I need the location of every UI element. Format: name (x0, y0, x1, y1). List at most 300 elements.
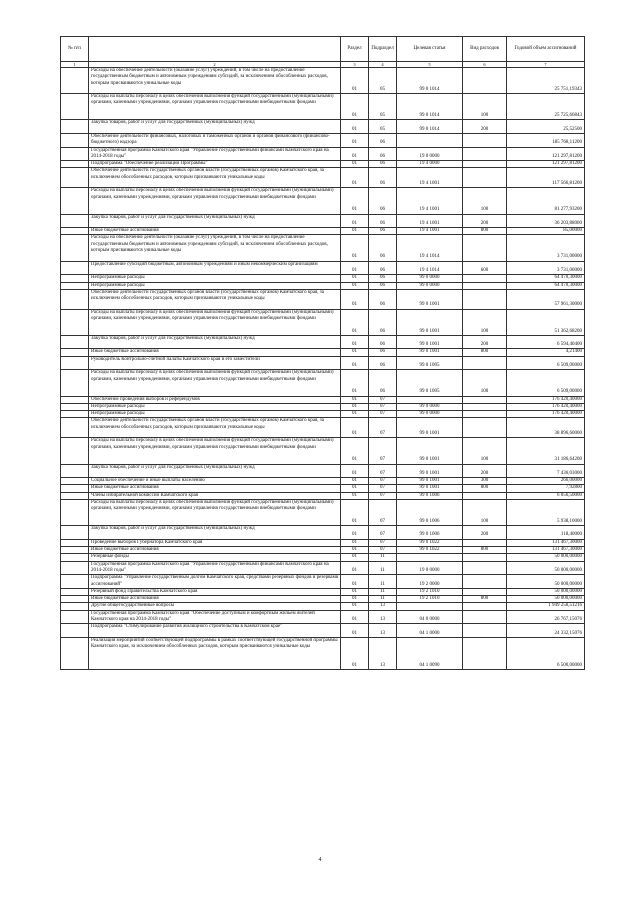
amount-cell: 64 470,30000 (507, 282, 585, 289)
subsection-cell: 06 (369, 289, 397, 309)
header-expense-type: Вид расходов (463, 37, 507, 62)
amount-cell: 185 768,11200 (507, 133, 585, 147)
subsection-cell: 06 (369, 133, 397, 147)
target-cell: 99 0 1005 (397, 356, 463, 370)
row-name-cell: Государственная программа Камчатского края "Управление государственными финансами Камчатского края на 2014-2018 годы" (89, 561, 341, 575)
target-cell: 99 0 1006 (397, 526, 463, 540)
table-row (61, 575, 585, 589)
num-cell (61, 464, 89, 478)
expense-type-cell (463, 168, 507, 188)
subsection-cell: 13 (369, 637, 397, 670)
table-row (61, 282, 585, 289)
subsection-cell: 07 (369, 539, 397, 546)
target-cell: 19 4 0000 (397, 161, 463, 168)
subsection-cell: 11 (369, 575, 397, 589)
num-cell (61, 492, 89, 499)
amount-cell: 1 949 258,51216 (507, 603, 585, 610)
subsection-cell: 07 (369, 485, 397, 492)
amount-cell: 38 896,60000 (507, 418, 585, 438)
row-name-cell: Расходы на обеспечение деятельности (оказание услуг) учреждений, в том числе на предоставление государственным бюджетным и автономным учреждениям субсидий, за исключением обособленных расходов, которым присваиваются уникальные коды (89, 68, 341, 94)
target-cell: 99 0 1005 (397, 370, 463, 396)
row-name-cell: Реализация мероприятий соответствующей подпрограммы в рамках соответствующей государственной программы Камчатского края, за исключением обособленных расходов, которым присваиваются уникальные коды (89, 637, 341, 670)
row-name-cell: Подпрограмма "Управление государственным долгом Камчатского края, средствами резервных фондов и резервами ассигнований" (89, 575, 341, 589)
row-name-cell: Обеспечение деятельности государственных органов власти (государственных органов) Камчатского края, за исключением обособленных расходов, которым присваиваются уникальные коды (89, 289, 341, 309)
num-cell (61, 120, 89, 134)
expense-type-cell: 800 (463, 547, 507, 554)
section-cell: 01 (341, 133, 369, 147)
section-cell: 01 (341, 275, 369, 282)
table-row (61, 596, 585, 603)
section-cell: 01 (341, 411, 369, 418)
expense-type-cell: 800 (463, 596, 507, 603)
header-amount: Годовой объем ассигнований (507, 37, 585, 62)
section-cell: 01 (341, 161, 369, 168)
header-name (89, 37, 341, 62)
subsection-cell: 07 (369, 396, 397, 403)
amount-cell: 131 467,30000 (507, 547, 585, 554)
row-name-cell: Иные бюджетные ассигнования (89, 485, 341, 492)
table-row (61, 349, 585, 356)
table-row (61, 554, 585, 561)
row-name-cell: Иные бюджетные ассигнования (89, 349, 341, 356)
expense-type-cell (463, 396, 507, 403)
subsection-cell: 06 (369, 309, 397, 335)
section-cell: 01 (341, 335, 369, 349)
section-cell: 01 (341, 478, 369, 485)
section-cell: 01 (341, 438, 369, 464)
table-header-row (61, 37, 585, 62)
expense-type-cell (463, 603, 507, 610)
row-name-cell: Закупка товаров, работ и услуг для государственных (муниципальных) нужд (89, 526, 341, 540)
table-row (61, 161, 585, 168)
subsection-cell: 06 (369, 235, 397, 261)
row-name-cell: Иные бюджетные ассигнования (89, 228, 341, 235)
table-row (61, 492, 585, 499)
num-cell (61, 161, 89, 168)
section-cell: 01 (341, 547, 369, 554)
num-cell (61, 261, 89, 275)
subsection-cell: 07 (369, 438, 397, 464)
section-cell: 01 (341, 396, 369, 403)
target-cell: 99 0 1001 (397, 349, 463, 356)
row-name-cell: Другие общегосударственные вопросы (89, 603, 341, 610)
section-cell: 01 (341, 168, 369, 188)
amount-cell: 50 000,00000 (507, 596, 585, 603)
subsection-cell: 06 (369, 335, 397, 349)
table-row (61, 68, 585, 94)
section-cell: 01 (341, 214, 369, 228)
budget-table-sheet (60, 36, 584, 670)
expense-type-cell (463, 235, 507, 261)
amount-cell: 7 436,03000 (507, 464, 585, 478)
target-cell: 99 0 0000 (397, 282, 463, 289)
table-row (61, 411, 585, 418)
amount-cell: 266,00000 (507, 478, 585, 485)
amount-cell: 85,00000 (507, 228, 585, 235)
section-cell: 01 (341, 610, 369, 624)
target-cell: 19 4 1001 (397, 228, 463, 235)
row-name-cell: Расходы на выплаты персоналу в целях обеспечения выполнения функций государственными (муниципальными) органами, казенными учреждениями, органами управления государственными внебюджетными фондами (89, 188, 341, 214)
num-cell (61, 94, 89, 120)
amount-cell: 57 961,30000 (507, 289, 585, 309)
target-cell: 19 0 0000 (397, 147, 463, 161)
amount-cell: 25 751,19343 (507, 68, 585, 94)
subsection-cell: 11 (369, 588, 397, 595)
expense-type-cell (463, 575, 507, 589)
num-cell (61, 547, 89, 554)
target-cell (397, 133, 463, 147)
column-number: 6 (463, 62, 507, 68)
expense-type-cell (463, 161, 507, 168)
amount-cell: 3 731,00000 (507, 235, 585, 261)
table-row (61, 356, 585, 370)
num-cell (61, 588, 89, 595)
table-row (61, 438, 585, 464)
num-cell (61, 418, 89, 438)
subsection-cell: 06 (369, 282, 397, 289)
expense-type-cell: 800 (463, 349, 507, 356)
target-cell: 99 0 1001 (397, 478, 463, 485)
expense-type-cell (463, 637, 507, 670)
table-row (61, 561, 585, 575)
subsection-cell: 06 (369, 228, 397, 235)
row-name-cell: Руководитель Контрольно-счетной палаты Камчатского края и его заместители (89, 356, 341, 370)
amount-cell: 64 470,30000 (507, 275, 585, 282)
amount-cell: 81 277,93200 (507, 188, 585, 214)
target-cell: 04 1 0090 (397, 637, 463, 670)
section-cell: 01 (341, 370, 369, 396)
subsection-cell: 11 (369, 561, 397, 575)
section-cell: 01 (341, 561, 369, 575)
subsection-cell: 07 (369, 418, 397, 438)
section-cell: 01 (341, 403, 369, 410)
table-row (61, 309, 585, 335)
amount-cell: 121 297,81200 (507, 161, 585, 168)
page-number: 4 (318, 857, 322, 863)
num-cell (61, 575, 89, 589)
expense-type-cell: 100 (463, 309, 507, 335)
target-cell (397, 554, 463, 561)
expense-type-cell (463, 539, 507, 546)
section-cell: 01 (341, 235, 369, 261)
table-body (61, 68, 585, 670)
num-cell (61, 147, 89, 161)
section-cell: 01 (341, 120, 369, 134)
target-cell: 99 0 1022 (397, 547, 463, 554)
row-name-cell: Государственная программа Камчатского края "Обеспечение доступным и комфортным жильем жителей Камчатского края на 2014-2018 годы" (89, 610, 341, 624)
expense-type-cell (463, 610, 507, 624)
num-cell (61, 228, 89, 235)
table-row (61, 526, 585, 540)
row-name-cell: Иные бюджетные ассигнования (89, 596, 341, 603)
target-cell: 99 0 1001 (397, 289, 463, 309)
row-name-cell: Расходы на выплаты персоналу в целях обеспечения выполнения функций государственными (муниципальными) органами, казенными учреждениями, органами управления государственными внебюджетными фондами (89, 438, 341, 464)
column-number: 1 (61, 62, 89, 68)
table-row (61, 214, 585, 228)
num-cell (61, 596, 89, 603)
expense-type-cell (463, 282, 507, 289)
row-name-cell: Подпрограмма "Стимулирование развития жилищного строительства в Камчатском крае" (89, 624, 341, 638)
target-cell: 19 4 1001 (397, 188, 463, 214)
expense-type-cell: 200 (463, 214, 507, 228)
amount-cell: 176 420,40000 (507, 396, 585, 403)
subsection-cell: 06 (369, 370, 397, 396)
column-number: 4 (369, 62, 397, 68)
budget-allocation-table (60, 36, 585, 670)
row-name-cell: Социальное обеспечение и иные выплаты населению (89, 478, 341, 485)
amount-cell: 176 420,40000 (507, 403, 585, 410)
header-target: Целевая статья (397, 37, 463, 62)
amount-cell: 51 362,68200 (507, 309, 585, 335)
expense-type-cell: 100 (463, 500, 507, 526)
row-name-cell: Непрограммные расходы (89, 403, 341, 410)
amount-cell: 4,21400 (507, 349, 585, 356)
target-cell: 99 0 1006 (397, 500, 463, 526)
row-name-cell: Расходы на выплаты персоналу в целях обеспечения выполнения функций государственными (муниципальными) органами, казенными учреждениями, органами управления государственными внебюджетными фондами (89, 500, 341, 526)
expense-type-cell (463, 356, 507, 370)
row-name-cell: Обеспечение проведения выборов и референдумов (89, 396, 341, 403)
amount-cell: 6 056,50000 (507, 492, 585, 499)
amount-cell: 24 332,15076 (507, 624, 585, 638)
header-subsection: Подраздел (369, 37, 397, 62)
row-name-cell: Непрограммные расходы (89, 282, 341, 289)
subsection-cell: 06 (369, 188, 397, 214)
amount-cell: 6 500,00000 (507, 637, 585, 670)
section-cell: 01 (341, 624, 369, 638)
table-row (61, 539, 585, 546)
table-row (61, 168, 585, 188)
target-cell: 99 0 1022 (397, 539, 463, 546)
table-row (61, 94, 585, 120)
target-cell (397, 603, 463, 610)
table-row (61, 588, 585, 595)
subsection-cell: 05 (369, 68, 397, 94)
amount-cell: 25,52500 (507, 120, 585, 134)
subsection-cell: 07 (369, 500, 397, 526)
table-row (61, 261, 585, 275)
subsection-cell: 06 (369, 214, 397, 228)
amount-cell: 50 000,00000 (507, 554, 585, 561)
amount-cell: 25 725,66843 (507, 94, 585, 120)
table-row (61, 335, 585, 349)
num-cell (61, 526, 89, 540)
table-row (61, 228, 585, 235)
column-number: 5 (397, 62, 463, 68)
expense-type-cell (463, 411, 507, 418)
num-cell (61, 438, 89, 464)
expense-type-cell: 200 (463, 120, 507, 134)
target-cell: 99 0 1014 (397, 120, 463, 134)
expense-type-cell: 200 (463, 464, 507, 478)
target-cell: 99 0 1001 (397, 485, 463, 492)
section-cell: 01 (341, 188, 369, 214)
amount-cell: 117 566,81200 (507, 168, 585, 188)
amount-cell: 36 203,88000 (507, 214, 585, 228)
subsection-cell: 07 (369, 492, 397, 499)
num-cell (61, 637, 89, 670)
num-cell (61, 478, 89, 485)
table-row (61, 464, 585, 478)
expense-type-cell (463, 147, 507, 161)
expense-type-cell (463, 492, 507, 499)
subsection-cell: 07 (369, 464, 397, 478)
row-name-cell: Закупка товаров, работ и услуг для государственных (муниципальных) нужд (89, 120, 341, 134)
target-cell: 19 4 1014 (397, 261, 463, 275)
num-cell (61, 561, 89, 575)
row-name-cell: Государственная программа Камчатского края "Управление государственными финансами Камчатского края на 2014-2018 годы" (89, 147, 341, 161)
column-number: 2 (89, 62, 341, 68)
target-cell: 04 0 0000 (397, 610, 463, 624)
section-cell: 01 (341, 492, 369, 499)
section-cell: 01 (341, 94, 369, 120)
expense-type-cell: 100 (463, 188, 507, 214)
section-cell: 01 (341, 588, 369, 595)
num-cell (61, 335, 89, 349)
num-cell (61, 235, 89, 261)
expense-type-cell (463, 561, 507, 575)
subsection-cell: 05 (369, 94, 397, 120)
column-number: 3 (341, 62, 369, 68)
row-name-cell: Члены избирательной комиссии Камчатского края (89, 492, 341, 499)
row-name-cell: Закупка товаров, работ и услуг для государственных (муниципальных) нужд (89, 214, 341, 228)
num-cell (61, 168, 89, 188)
table-row (61, 120, 585, 134)
table-row (61, 370, 585, 396)
header-num: № п/п (61, 37, 89, 62)
target-cell: 99 0 0000 (397, 403, 463, 410)
expense-type-cell: 800 (463, 485, 507, 492)
subsection-cell: 06 (369, 349, 397, 356)
target-cell: 99 0 1014 (397, 68, 463, 94)
num-cell (61, 309, 89, 335)
expense-type-cell (463, 68, 507, 94)
expense-type-cell: 100 (463, 94, 507, 120)
target-cell: 04 1 0000 (397, 624, 463, 638)
row-name-cell: Обеспечение деятельности государственных органов власти (государственных органов) Камчатского края, за исключением обособленных расходов, которым присваиваются уникальные коды (89, 168, 341, 188)
section-cell: 01 (341, 603, 369, 610)
amount-cell: 121 297,81200 (507, 147, 585, 161)
num-cell (61, 603, 89, 610)
num-cell (61, 133, 89, 147)
num-cell (61, 403, 89, 410)
row-name-cell: Обеспечение деятельности государственных органов власти (государственных органов) Камчатского края, за исключением обособленных расходов, которым присваиваются уникальные коды (89, 418, 341, 438)
section-cell: 01 (341, 147, 369, 161)
row-name-cell: Резервный фонд Правительства Камчатского края (89, 588, 341, 595)
expense-type-cell: 800 (463, 228, 507, 235)
num-cell (61, 68, 89, 94)
table-row (61, 500, 585, 526)
row-name-cell: Предоставление субсидий бюджетным, автономным учреждениям и иным некоммерческим организациям (89, 261, 341, 275)
subsection-cell: 06 (369, 161, 397, 168)
num-cell (61, 500, 89, 526)
amount-cell: 31 186,64200 (507, 438, 585, 464)
row-name-cell: Закупка товаров, работ и услуг для государственных (муниципальных) нужд (89, 335, 341, 349)
section-cell: 01 (341, 309, 369, 335)
row-name-cell: Резервные фонды (89, 554, 341, 561)
table-row (61, 235, 585, 261)
target-cell: 19 4 1014 (397, 235, 463, 261)
num-cell (61, 411, 89, 418)
table-row (61, 418, 585, 438)
subsection-cell: 07 (369, 547, 397, 554)
table-row (61, 289, 585, 309)
target-cell: 99 0 1001 (397, 464, 463, 478)
table-row (61, 478, 585, 485)
row-name-cell: Обеспечение деятельности финансовых, налоговых и таможенных органов и органов финансового (финансово-бюджетного) надзора (89, 133, 341, 147)
section-cell: 01 (341, 554, 369, 561)
target-cell: 19 2 1010 (397, 596, 463, 603)
section-cell: 01 (341, 68, 369, 94)
subsection-cell: 11 (369, 554, 397, 561)
row-name-cell: Непрограммные расходы (89, 411, 341, 418)
num-cell (61, 214, 89, 228)
expense-type-cell (463, 588, 507, 595)
subsection-cell: 07 (369, 478, 397, 485)
num-cell (61, 289, 89, 309)
num-cell (61, 610, 89, 624)
subsection-cell: 06 (369, 356, 397, 370)
target-cell: 99 0 1001 (397, 335, 463, 349)
row-name-cell: Расходы на обеспечение деятельности (оказание услуг) учреждений, в том числе на предоставление государственным бюджетным и автономным учреждениям субсидий, за исключением обособленных расходов, которым присваиваются уникальные коды (89, 235, 341, 261)
section-cell: 01 (341, 282, 369, 289)
num-cell (61, 624, 89, 638)
section-cell: 01 (341, 418, 369, 438)
subsection-cell: 07 (369, 403, 397, 410)
expense-type-cell (463, 289, 507, 309)
target-cell: 99 0 1001 (397, 418, 463, 438)
subsection-cell: 13 (369, 603, 397, 610)
subsection-cell: 07 (369, 411, 397, 418)
row-name-cell: Расходы на выплаты персоналу в целях обеспечения выполнения функций государственными (муниципальными) органами, казенными учреждениями, органами управления государственными внебюджетными фондами (89, 370, 341, 396)
subsection-cell: 06 (369, 147, 397, 161)
amount-cell: 176 420,40000 (507, 411, 585, 418)
table-row (61, 624, 585, 638)
target-cell (397, 396, 463, 403)
column-number: 7 (507, 62, 585, 68)
target-cell: 99 0 1001 (397, 438, 463, 464)
num-cell (61, 349, 89, 356)
section-cell: 01 (341, 464, 369, 478)
expense-type-cell (463, 554, 507, 561)
subsection-cell: 13 (369, 624, 397, 638)
expense-type-cell (463, 624, 507, 638)
header-section: Раздел (341, 37, 369, 62)
target-cell: 99 0 0000 (397, 275, 463, 282)
table-row (61, 637, 585, 670)
table-row (61, 133, 585, 147)
amount-cell: 6 594,40400 (507, 335, 585, 349)
amount-cell: 131 467,30000 (507, 539, 585, 546)
row-name-cell: Иные бюджетные ассигнования (89, 547, 341, 554)
section-cell: 01 (341, 526, 369, 540)
section-cell: 01 (341, 228, 369, 235)
section-cell: 01 (341, 539, 369, 546)
table-row (61, 603, 585, 610)
section-cell: 01 (341, 261, 369, 275)
amount-cell: 6 509,00000 (507, 356, 585, 370)
row-name-cell: Закупка товаров, работ и услуг для государственных (муниципальных) нужд (89, 464, 341, 478)
num-cell (61, 396, 89, 403)
section-cell: 01 (341, 500, 369, 526)
table-row (61, 396, 585, 403)
section-cell: 01 (341, 485, 369, 492)
num-cell (61, 188, 89, 214)
amount-cell: 50 000,00000 (507, 561, 585, 575)
table-row (61, 147, 585, 161)
expense-type-cell: 100 (463, 438, 507, 464)
amount-cell: 5 938,10000 (507, 500, 585, 526)
amount-cell: 50 000,00000 (507, 575, 585, 589)
